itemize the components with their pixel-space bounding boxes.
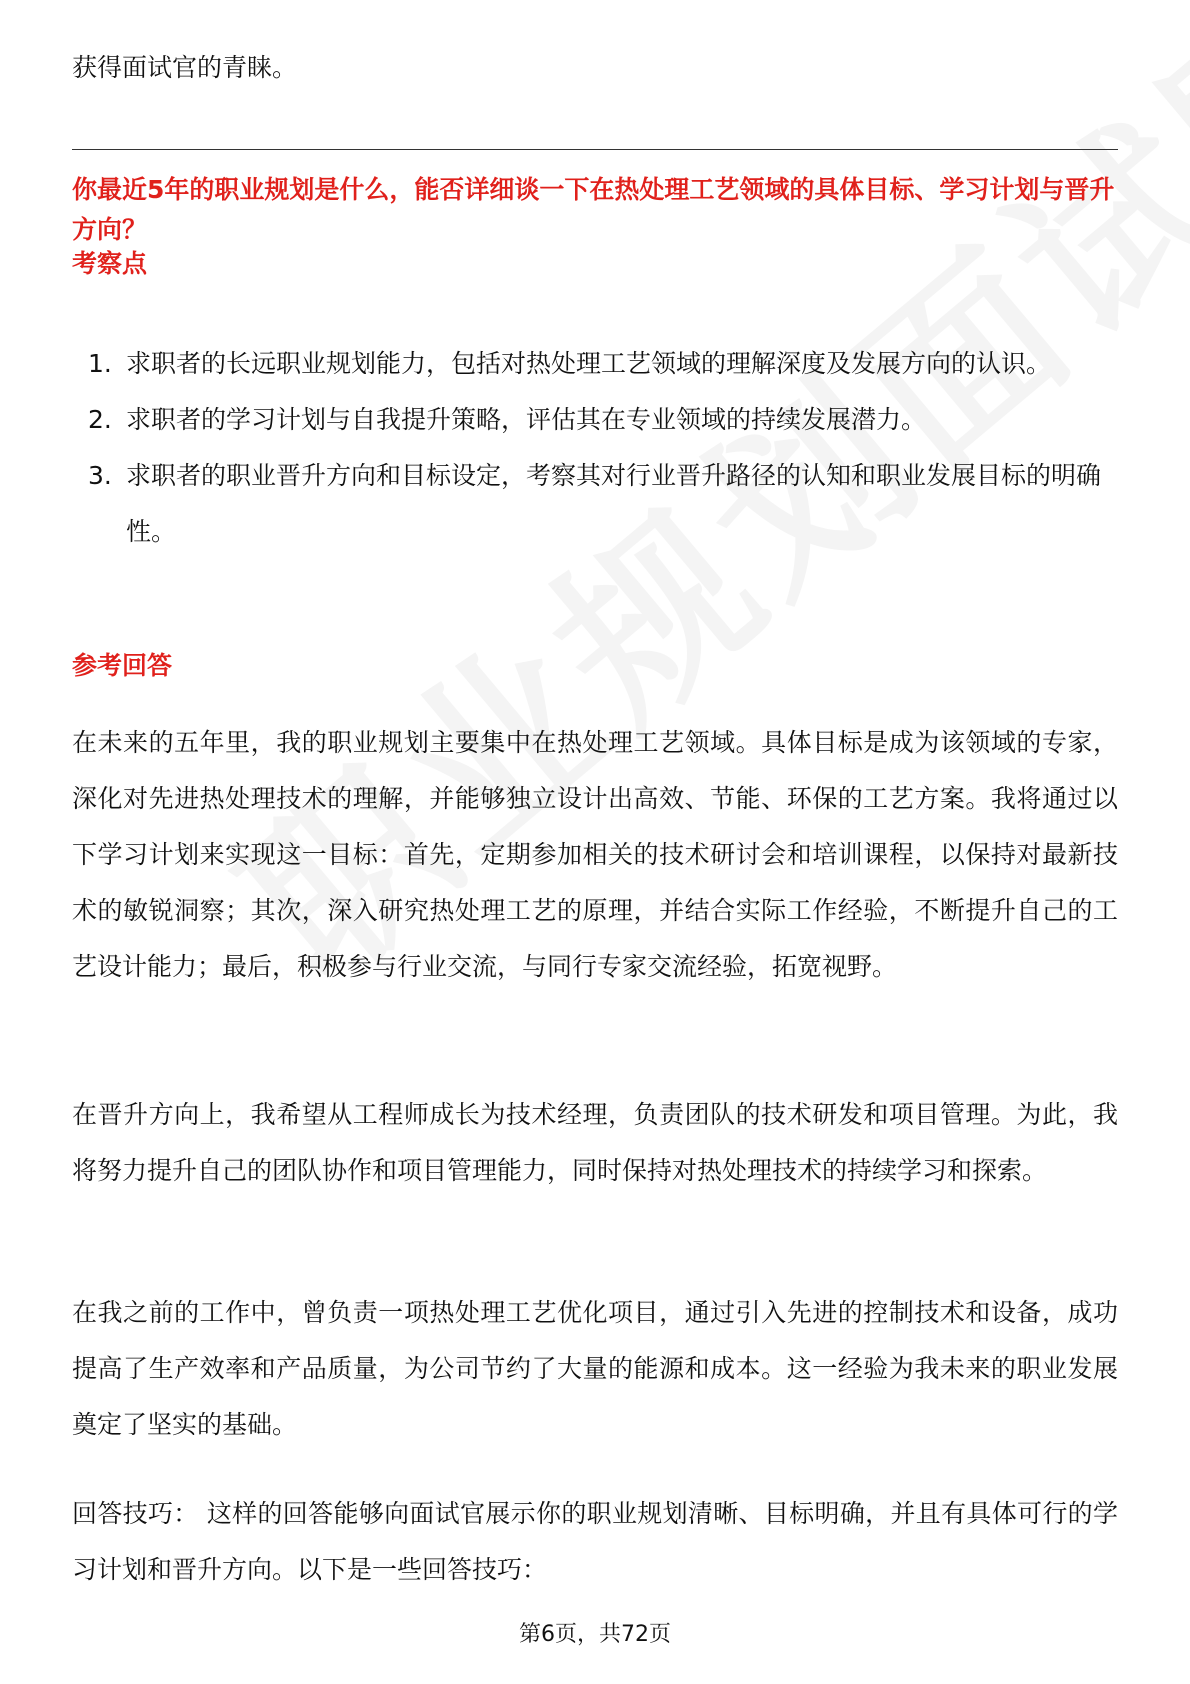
focus-item (72, 392, 1118, 448)
focus-item-number: 3. (88, 461, 112, 490)
answer-section-title: 参考回答 (72, 651, 173, 680)
answer-tips-paragraph: 回答技巧： 这样的回答能够向面试官展示你的职业规划清晰、目标明确，并且有具体可行的学习计划和晋升方向。以下是一些回答技巧： (72, 1499, 1118, 1584)
focus-item (72, 336, 1118, 392)
focus-item-text: 求职者的长远职业规划能力，包括对热处理工艺领域的理解深度及发展方向的认识。 (126, 349, 1052, 378)
focus-item-number: 1. (88, 349, 112, 378)
page-number: 第6页，共72页 (519, 1622, 671, 1647)
answer-paragraph: 在我之前的工作中，曾负责一项热处理工艺优化项目，通过引入先进的控制技术和设备，成功提高了生产效率和产品质量，为公司节约了大量的能源和成本。这一经验为我未来的职业发展奠定了坚实的基础。 (72, 1298, 1118, 1439)
focus-item-text: 求职者的学习计划与自我提升策略，评估其在专业领域的持续发展潜力。 (126, 405, 927, 434)
focus-item (72, 448, 1118, 560)
focus-item-text: 求职者的职业晋升方向和目标设定，考察其对行业晋升路径的认知和职业发展目标的明确性。 (126, 461, 1102, 546)
answer-paragraph: 在晋升方向上，我希望从工程师成长为技术经理，负责团队的技术研发和项目管理。为此，我将努力提升自己的团队协作和项目管理能力，同时保持对热处理技术的持续学习和探索。 (72, 1100, 1118, 1185)
section-divider (72, 149, 1118, 150)
focus-section-title: 考察点 (72, 249, 148, 278)
lead-text: 获得面试官的青睐。 (72, 53, 298, 82)
answer-paragraph: 在未来的五年里，我的职业规划主要集中在热处理工艺领域。具体目标是成为该领域的专家，深化对先进热处理技术的理解，并能够独立设计出高效、节能、环保的工艺方案。我将通过以下学习计划来实现这一目标：首先，定期参加相关的技术研讨会和培训课程，以保持对最新技术的敏锐洞察；其次，深入研究热处理工艺的原理，并结合实际工作经验，不断提升自己的工艺设计能力；最后，积极参与行业交流，与同行专家交流经验，拓宽视野。 (72, 728, 1118, 981)
focus-list (72, 336, 1118, 560)
question-heading: 你最近5年的职业规划是什么，能否详细谈一下在热处理工艺领域的具体目标、学习计划与晋升方向？ (72, 175, 1115, 244)
focus-item-number: 2. (88, 405, 112, 434)
